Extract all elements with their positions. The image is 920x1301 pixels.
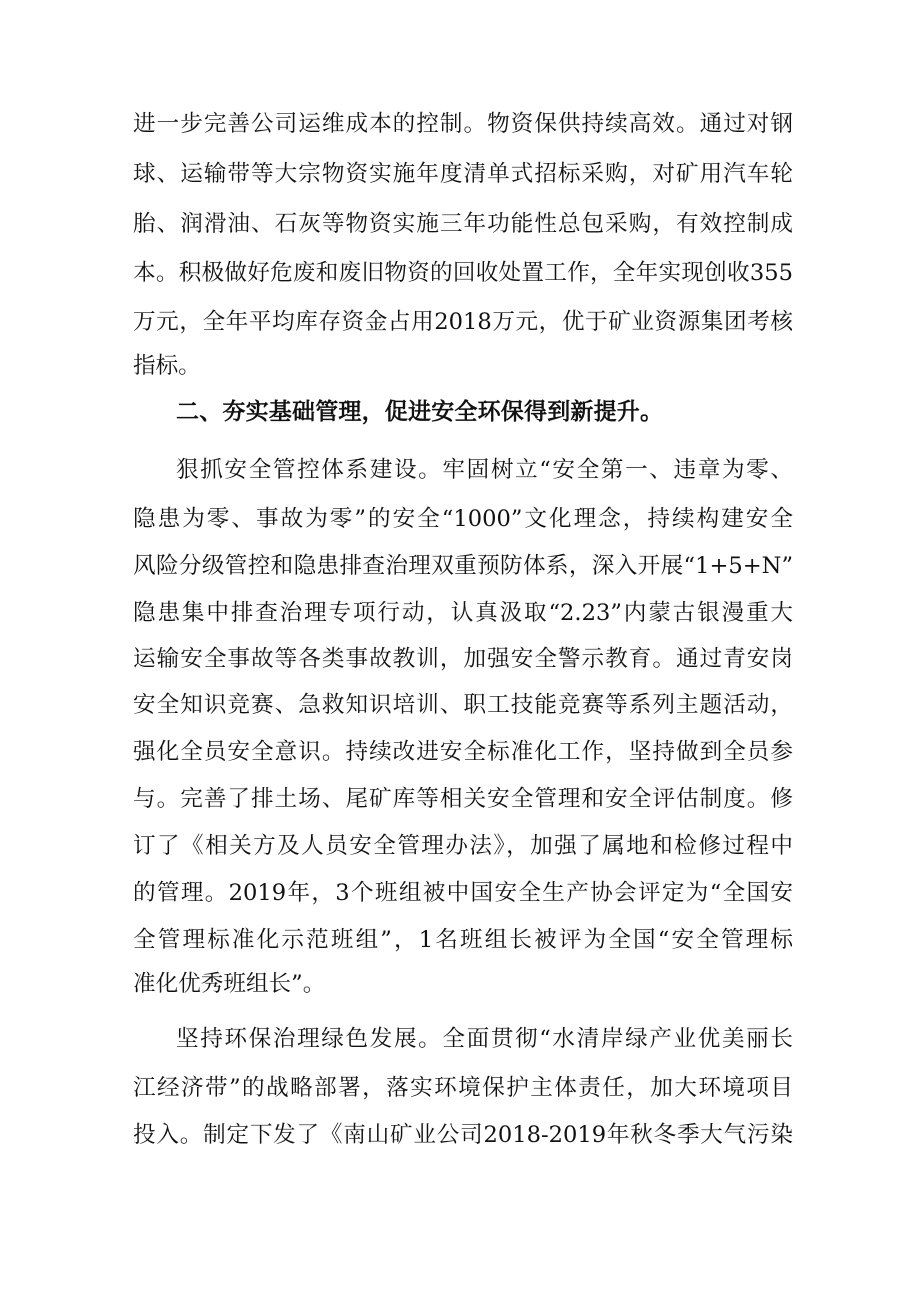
text-line: 球、运输带等大宗物资实施年度清单式招标采购，对矿用汽车轮 (133, 161, 793, 187)
text-line: 本。积极做好危废和废旧物资的回收处置工作，全年实现创收355 (133, 260, 793, 286)
section-heading: 二、夯实基础管理，促进安全环保得到新提升。 (176, 399, 664, 425)
text-line: 订了《相关方及人员安全管理办法》，加强了属地和检修过程中 (133, 833, 793, 859)
text-line: 坚持环保治理绿色发展。全面贯彻“水清岸绿产业优美丽长 (176, 1026, 793, 1052)
text-line: 安全知识竞赛、急救知识培训、职工技能竞赛等系列主题活动， (133, 692, 793, 718)
text-line: 投入。制定下发了《南山矿业公司2018-2019年秋冬季大气污染 (133, 1122, 793, 1148)
text-line: 指标。 (133, 353, 201, 379)
text-line: 胎、润滑油、石灰等物资实施三年功能性总包采购，有效控制成 (133, 211, 793, 237)
text-line: 万元，全年平均库存资金占用2018万元，优于矿业资源集团考核 (133, 309, 793, 335)
text-line: 江经济带”的战略部署，落实环境保护主体责任，加大环境项目 (133, 1075, 793, 1101)
text-line: 的管理。2019年，3个班组被中国安全生产协会评定为“全国安 (133, 880, 793, 906)
text-line: 强化全员安全意识。持续改进安全标准化工作，坚持做到全员参 (133, 739, 793, 765)
text-line: 与。完善了排土场、尾矿库等相关安全管理和安全评估制度。修 (133, 786, 793, 812)
text-line: 风险分级管控和隐患排查治理双重预防体系，深入开展“1+5+N” (133, 553, 793, 579)
text-line: 准化优秀班组长”。 (133, 971, 326, 997)
text-line: 全管理标准化示范班组”，1名班组长被评为全国“安全管理标 (133, 927, 793, 953)
text-line: 进一步完善公司运维成本的控制。物资保供持续高效。通过对钢 (133, 111, 793, 137)
text-line: 隐患为零、事故为零”的安全“1000”文化理念，持续构建安全 (133, 506, 793, 532)
text-line: 运输安全事故等各类事故教训，加强安全警示教育。通过青安岗 (133, 646, 793, 672)
text-line: 狠抓安全管控体系建设。牢固树立“安全第一、违章为零、 (176, 457, 793, 483)
text-line: 隐患集中排查治理专项行动，认真汲取“2.23”内蒙古银漫重大 (133, 600, 793, 626)
